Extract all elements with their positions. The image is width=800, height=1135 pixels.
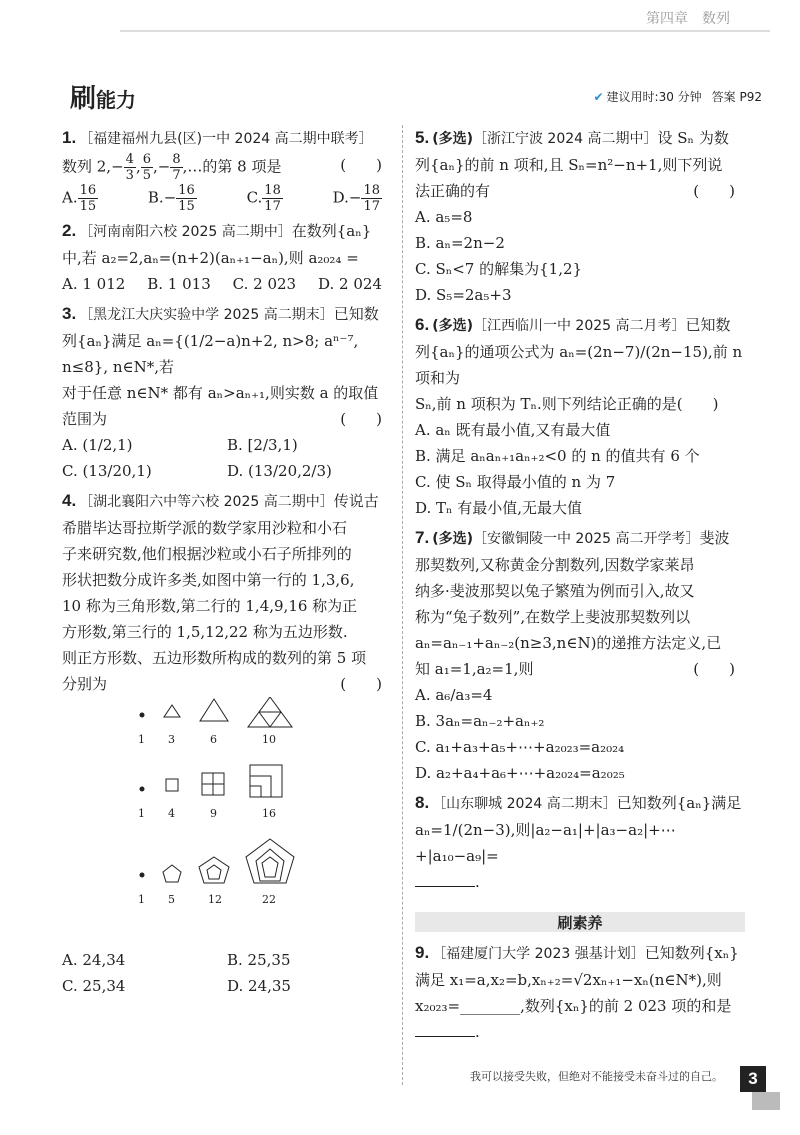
q-number: 2. — [62, 221, 77, 240]
options — [62, 183, 392, 214]
fig-label: 22 — [262, 893, 276, 906]
fig-label: 6 — [210, 733, 217, 746]
right-column — [415, 125, 745, 899]
question-2: 2. ［河南南阳六校 2025 高二期中］在数列{aₙ} 中,若 a₂=2,aₙ=(n+2)(aₙ₊₁−aₙ),则 a₂₀₂₄ = A. 1 012 B. 1 013 C. 2 023 D. 2 024 — [62, 218, 392, 297]
option-c: C. (13/20,1) — [62, 462, 152, 480]
answer-paren: ( ) — [693, 660, 735, 678]
section-divider-title: 刷素养 — [415, 912, 745, 932]
question-6: 6. (多选)［江西临川一中 2025 高二月考］已知数 列{aₙ}的通项公式为 aₙ=(2n−7)/(2n−15),前 n 项和为 Sₙ,前 n 项积为 Tₙ.则下列结论正确的是( ) A. aₙ 既有最小值,又有最大值 B. 满足 aₙaₙ₊₁aₙ₊₂<0 的 n 的值共有 6 个 C. 使 Sₙ 取得最小值的 n 为 7 D. Tₙ 有最小值,无最大值 — [415, 312, 745, 521]
multi-select-tag: (多选) — [432, 318, 473, 334]
option-b: B. 25,35 — [227, 951, 291, 969]
fig-label: 4 — [168, 807, 175, 820]
answer-paren: ( ) — [340, 156, 382, 174]
column-divider — [402, 125, 403, 1085]
option-c: C. Sₙ<7 的解集为{1,2} — [415, 260, 583, 278]
question-1: 1. ［福建福州九县(区)一中 2024 高二期中联考］ 数列 2,− $\frac{4}{3}$ , $\frac{6}{5}$ ,− $\frac{8}{7}$ ,…的第 8 项是 ( ) A. $\frac{16}{15}$ B.− $\frac{16}{15}$ C. $\frac{18}{17}$ D.− $\frac{18}{17}$ — [62, 125, 392, 214]
dot-pattern-svg — [132, 697, 332, 947]
option-a: A. (1/2,1) — [62, 436, 133, 454]
q-source: ［黑龙江大庆实验中学 2025 高二期末］ — [79, 307, 334, 323]
q-number: 1. — [62, 128, 77, 147]
q-source: ［安徽铜陵一中 2025 高二开学考］ — [472, 531, 700, 547]
options — [62, 947, 392, 973]
figurate-numbers-figure — [62, 697, 392, 947]
answer-paren: ( ) — [340, 410, 382, 428]
option-c: C. 2 023 — [232, 275, 297, 293]
q-stem: 中,若 a₂=2,aₙ=(n+2)(aₙ₊₁−aₙ),则 a₂₀₂₄ = — [62, 249, 359, 267]
option-b: B. aₙ=2n−2 — [415, 234, 505, 252]
question-4: 4. ［湖北襄阳六中等六校 2025 高二期中］传说古 希腊毕达哥拉斯学派的数学家用沙粒和小石 子来研究数,他们根据沙粒或小石子所排列的 形状把数分成许多类,如图中第一行的 1,3,6, 10 称为三角形数,第二行的 1,4,9,16 称为正 方形数,第三行的 1,5,12,22 称为五边形数. 则正方形数、五边形数所构成的数列的第 5 项 分别为 ( ) 1 3 6 10 1 4 9 16 1 5 12 22 A. 24,34 B. 25,35 C. 25,34 D. 24,35 — [62, 488, 392, 999]
chapter-header: 第四章 数列 — [646, 11, 730, 27]
q-stem: 满足 x₁=a,x₂=b,xₙ₊₂=√2xₙ₊₁−xₙ(n∈N*),则 — [415, 971, 722, 989]
option-d: D. a₂+a₄+a₆+⋯+a₂₀₂₄=a₂₀₂₅ — [415, 764, 625, 782]
option-a: A. a₅=8 — [415, 208, 473, 226]
q-number: 7. — [415, 528, 430, 547]
option-c: C. 25,34 — [62, 977, 126, 995]
right-column-lower — [415, 940, 745, 1049]
section-header — [62, 78, 762, 114]
footer-motto: 我可以接受失败，但绝对不能接受未奋斗过的自己。 — [470, 1070, 723, 1083]
option-a: A. aₙ 既有最小值,又有最大值 — [415, 421, 611, 439]
q-number: 9. — [415, 943, 430, 962]
q-number: 6. — [415, 315, 430, 334]
fig-label: 9 — [210, 807, 217, 820]
fig-label: 5 — [168, 893, 175, 906]
header-rule — [120, 30, 770, 32]
option-d: D. S₅=2a₅+3 — [415, 286, 512, 304]
q-source: ［福建厦门大学 2023 强基计划］ — [432, 946, 645, 962]
option-c: C. 使 Sₙ 取得最小值的 n 为 7 — [415, 473, 616, 491]
option-b: B. 3aₙ=aₙ₋₂+aₙ₊₂ — [415, 712, 545, 730]
option-b: B. [2/3,1) — [227, 436, 298, 454]
option-b: B. 1 013 — [147, 275, 211, 293]
option-a: A. $\frac{16}{15}$ — [62, 183, 97, 214]
q-number: 3. — [62, 304, 77, 323]
options — [62, 432, 392, 458]
fig-label: 3 — [168, 733, 175, 746]
q-stem: 列{aₙ}的通项公式为 aₙ=(2n−7)/(2n−15),前 n 项和为 — [415, 343, 743, 387]
answer-paren: ( ) — [340, 675, 382, 693]
options — [62, 271, 392, 297]
option-b: B.− $\frac{16}{15}$ — [147, 183, 195, 214]
q-number: 4. — [62, 491, 77, 510]
option-a: A. 24,34 — [62, 951, 126, 969]
answer-blank[interactable] — [415, 886, 475, 887]
option-d: D. (13/20,2/3) — [227, 462, 332, 480]
q-source: ［浙江宁波 2024 高二期中］ — [472, 131, 658, 147]
timing-info — [593, 88, 762, 105]
answer-ref: 答案 P92 — [711, 90, 762, 104]
q-source: ［江西临川一中 2025 高二月考］ — [472, 318, 686, 334]
left-column — [62, 125, 392, 1003]
option-a: A. a₆/a₃=4 — [415, 686, 493, 704]
fig-label: 1 — [138, 807, 145, 820]
page-corner-block — [752, 1092, 780, 1110]
option-c: C. a₁+a₃+a₅+⋯+a₂₀₂₃=a₂₀₂₄ — [415, 738, 625, 756]
q-source: ［河南南阳六校 2025 高二期中］ — [79, 224, 292, 240]
multi-select-tag: (多选) — [432, 131, 473, 147]
option-d: D. 2 024 — [318, 275, 382, 293]
fig-label: 16 — [262, 807, 276, 820]
fig-label: 10 — [262, 733, 276, 746]
question-5: 5. (多选)［浙江宁波 2024 高二期中］设 Sₙ 为数 列{aₙ}的前 n 项和,且 Sₙ=n²−n+1,则下列说 法正确的有 ( ) A. a₅=8 B. aₙ=2n−2 C. Sₙ<7 的解集为{1,2} D. S₅=2a₅+3 — [415, 125, 745, 308]
q-source: ［山东聊城 2024 高二期末］ — [432, 796, 617, 812]
brand-title — [70, 78, 136, 115]
fig-label: 1 — [138, 893, 145, 906]
fig-label: 1 — [138, 733, 145, 746]
answer-blank[interactable] — [415, 1036, 475, 1037]
question-7: 7. (多选)［安徽铜陵一中 2025 高二开学考］斐波 那契数列,又称黄金分割数列,因数学家莱昂 纳多·斐波那契以兔子繁殖为例而引入,故又 称为“兔子数列”,在数学上斐波那契数列以 aₙ=aₙ₋₁+aₙ₋₂(n≥3,n∈N)的递推方法定义,已 知 a₁=1,a₂=1,则 ( ) A. a₆/a₃=4 B. 3aₙ=aₙ₋₂+aₙ₊₂ C. a₁+a₃+a₅+⋯+a₂₀₂₃=a₂₀₂₄ D. a₂+a₄+a₆+⋯+a₂₀₂₄=a₂₀₂₅ — [415, 525, 745, 786]
q-number: 8. — [415, 793, 430, 812]
option-d: D.− $\frac{18}{17}$ — [332, 183, 380, 214]
option-d: D. 24,35 — [227, 977, 291, 995]
brand-rest: 能力 — [96, 88, 137, 112]
question-8: 8. ［山东聊城 2024 高二期末］已知数列{aₙ}满足 aₙ=1/(2n−3),则|a₂−a₁|+|a₃−a₂|+⋯+|a₁₀−a₉|= . — [415, 790, 745, 895]
suggested-time: 建议用时:30 分钟 — [606, 90, 702, 104]
brand-char: 刷 — [70, 84, 97, 114]
option-b: B. 满足 aₙaₙ₊₁aₙ₊₂<0 的 n 的值共有 6 个 — [415, 447, 700, 465]
q-stem: aₙ=1/(2n−3),则|a₂−a₁|+|a₃−a₂|+⋯+|a₁₀−a₉|= — [415, 821, 676, 865]
option-c: C. $\frac{18}{17}$ — [246, 183, 281, 214]
page-number: 3 — [740, 1066, 766, 1092]
question-9: 9. ［福建厦门大学 2023 强基计划］已知数列{xₙ} 满足 x₁=a,x₂=b,xₙ₊₂=√2xₙ₊₁−xₙ(n∈N*),则 x₂₀₂₃=________,数列{xₙ}的前 2 023 项的和是 . — [415, 940, 745, 1045]
option-a: A. 1 012 — [62, 275, 126, 293]
multi-select-tag: (多选) — [432, 531, 473, 547]
q-stem: …的第 8 项是 — [187, 157, 282, 176]
check-icon: ✔ — [593, 90, 604, 104]
q-stem: 列{aₙ}满足 aₙ={(1/2−a)n+2, n>8; aⁿ⁻⁷, n≤8}, n∈N*,若 — [62, 332, 359, 376]
options — [62, 458, 392, 484]
options — [62, 973, 392, 999]
q-number: 5. — [415, 128, 430, 147]
fig-label: 12 — [208, 893, 222, 906]
q-source: ［福建福州九县(区)一中 2024 高二期中联考］ — [79, 131, 373, 147]
q-source: ［湖北襄阳六中等六校 2025 高二期中］ — [79, 494, 334, 510]
answer-paren: ( ) — [693, 182, 735, 200]
option-d: D. Tₙ 有最小值,无最大值 — [415, 499, 583, 517]
question-3: 3. ［黑龙江大庆实验中学 2025 高二期末］已知数 列{aₙ}满足 aₙ={(1/2−a)n+2, n>8; aⁿ⁻⁷, n≤8}, n∈N*,若 对于任意 n∈N* 都有 aₙ>aₙ₊₁,则实数 a 的取值 范围为 ( ) A. (1/2,1) B. [2/3,1) C. (13/20,1) D. (13/20,2/3) — [62, 301, 392, 484]
q-stem: 列{aₙ}的前 n 项和,且 Sₙ=n²−n+1,则下列说 — [415, 156, 723, 174]
